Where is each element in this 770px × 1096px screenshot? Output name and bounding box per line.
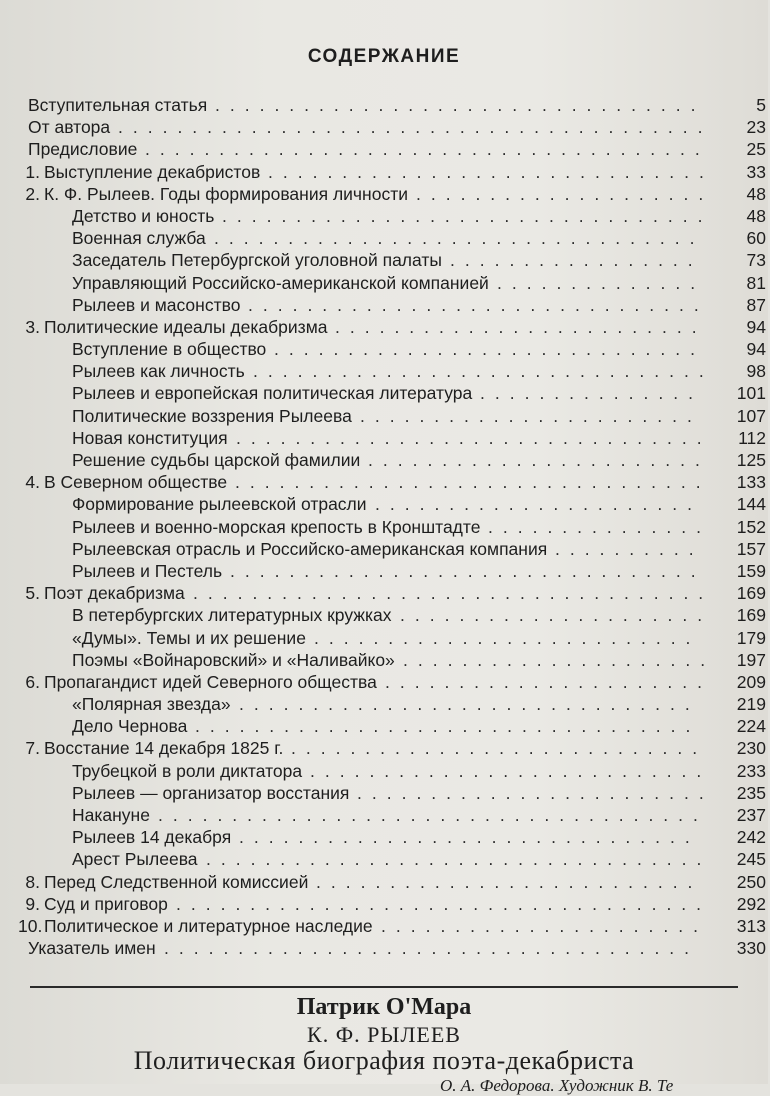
toc-entry-title: Формирование рылеевской отрасли — [72, 494, 367, 515]
toc-entry — [28, 649, 766, 671]
toc-entry — [28, 360, 766, 382]
toc-entry-page: 112 — [738, 427, 766, 448]
toc-entry-number: 2. — [25, 183, 40, 204]
toc-entry-page: 169 — [736, 583, 766, 604]
toc-entry-title: Рылеев и европейская политическая литература — [72, 383, 473, 404]
toc-entry-title: Политические воззрения Рылеева — [72, 405, 352, 426]
toc-entry-page: 25 — [746, 139, 766, 160]
toc-entry-page: 237 — [736, 805, 766, 825]
toc-entry-title: Восстание 14 декабря 1825 г. — [44, 738, 284, 759]
toc-entry-title: Политические идеалы декабризма — [44, 316, 328, 337]
toc-entry-title: К. Ф. Рылеев. Годы формирования личности — [44, 183, 408, 204]
toc-entry-title: Арест Рылеева — [72, 849, 198, 870]
toc-entry — [28, 338, 766, 360]
leader-dots: ..................... — [403, 649, 716, 670]
toc-entry-page: 219 — [736, 694, 766, 715]
toc-entry-page: 242 — [736, 827, 766, 848]
toc-entry-number: 4. — [25, 472, 40, 493]
toc-entry-page: 81 — [746, 272, 766, 293]
toc-entry-title: Новая конституция — [72, 427, 228, 448]
leader-dots: ............... — [480, 383, 703, 404]
toc-entry — [28, 493, 766, 515]
leader-dots: ................. — [450, 250, 703, 271]
toc-entry — [28, 227, 766, 249]
toc-entry-page: 125 — [736, 450, 766, 470]
toc-entry-title: Вступительная статья — [28, 95, 208, 115]
toc-entry-number: 7. — [25, 738, 40, 759]
toc-entry-title: Рылеев и Пестель — [72, 560, 223, 581]
toc-entry-page: 169 — [736, 605, 766, 626]
toc-entry — [25, 183, 766, 205]
toc-entry-title: Рылеев и масонство — [72, 294, 241, 315]
leader-dots: .................................... — [164, 938, 700, 959]
toc-entry-page: 330 — [736, 938, 766, 959]
toc-entry-title: Трубецкой в роли диктатора — [72, 760, 303, 781]
toc-entry — [28, 538, 766, 560]
toc-entry — [28, 560, 766, 582]
leader-dots: ................................... — [193, 583, 714, 604]
toc-entry-page: 230 — [736, 738, 766, 759]
toc-entry-page: 23 — [746, 117, 766, 138]
leader-dots: ..................... — [400, 605, 713, 626]
toc-entry-title: Рылеев и военно-морская крепость в Кронштадте — [72, 516, 481, 537]
toc-entry-title: Политическое и литературное наследие — [44, 915, 373, 936]
toc-entry-number: 3. — [25, 316, 40, 337]
toc-entry-page: 209 — [736, 671, 766, 692]
toc-entry-number: 10. — [18, 915, 43, 936]
toc-entry-page: 94 — [746, 316, 766, 337]
toc-entry — [28, 782, 766, 804]
leader-dots: ................................ — [230, 560, 706, 581]
toc-entry-title: Рылеевская отрасль и Российско-американская компания — [72, 538, 548, 559]
leader-dots: ........................................ — [118, 117, 713, 138]
toc-entry-title: От автора — [28, 117, 111, 138]
leader-dots: .......... — [555, 538, 704, 559]
toc-entry-title: «Полярная звезда» — [72, 694, 231, 715]
toc-entry-number: 9. — [25, 893, 40, 914]
toc-entry — [28, 826, 766, 848]
toc-entry-page: 245 — [736, 849, 766, 870]
toc-entry-page: 233 — [736, 760, 766, 781]
leader-dots: ................................. — [222, 205, 713, 226]
leader-dots: .............. — [497, 272, 706, 293]
page-title: СОДЕРЖАНИЕ — [307, 46, 461, 67]
leader-dots: ................................. — [215, 95, 706, 115]
credits-line: О. А. Федорова. Художник В. Те — [440, 1076, 674, 1095]
toc-entry-page: 101 — [736, 383, 766, 404]
toc-entry-title: Поэмы «Войнаровский» и «Наливайко» — [72, 649, 395, 670]
table-of-contents — [18, 94, 766, 959]
toc-entry — [25, 737, 766, 759]
leader-dots: ...................... — [375, 494, 702, 515]
toc-entry-title: Вступление в общество — [72, 339, 267, 360]
toc-entry-page: 179 — [736, 627, 766, 648]
toc-entry-page: 159 — [736, 560, 766, 581]
leader-dots: .................................... — [176, 893, 712, 914]
toc-entry — [25, 871, 766, 893]
leader-dots: .................................. — [195, 716, 701, 737]
toc-entry-title: Рылеев как личность — [72, 361, 245, 382]
leader-dots: ........................... — [310, 760, 712, 781]
toc-entry-page: 48 — [746, 183, 766, 204]
toc-entry-page: 133 — [736, 472, 766, 493]
leader-dots: ............................. — [274, 339, 705, 360]
toc-entry-title: Перед Следственной комиссией — [44, 871, 309, 892]
book-subtitle: Политическая биография поэта-декабриста — [133, 1046, 635, 1075]
toc-entry — [25, 893, 766, 915]
leader-dots: ........................ — [357, 782, 714, 803]
toc-entry-page: 33 — [746, 161, 766, 182]
toc-entry — [28, 427, 766, 449]
leader-dots: ...................... — [385, 671, 712, 692]
leader-dots: ......................... — [335, 316, 707, 337]
leader-dots: ............................... — [239, 827, 700, 848]
toc-entry-title: Указатель имен — [28, 938, 156, 959]
toc-entry-title: Военная служба — [72, 228, 206, 249]
leader-dots: ....................... — [368, 450, 710, 470]
toc-entry-page: 152 — [736, 516, 766, 537]
leader-dots: ...................... — [381, 915, 708, 936]
toc-entry — [28, 937, 766, 959]
toc-entry — [25, 671, 766, 693]
toc-entry-title: Детство и юность — [72, 205, 215, 226]
toc-entry-title: Дело Чернова — [72, 716, 188, 737]
toc-entry-title: В Северном обществе — [44, 472, 228, 493]
leader-dots: ............... — [488, 516, 711, 537]
toc-entry-title: Накануне — [72, 805, 150, 825]
leader-dots: ................................ — [236, 427, 712, 448]
toc-entry — [28, 693, 766, 715]
toc-entry — [28, 249, 766, 271]
toc-entry-title: Пропагандист идей Северного общества — [44, 671, 377, 692]
author-name: Патрик О'Мара — [296, 994, 472, 1020]
toc-entry-page: 157 — [736, 538, 766, 559]
toc-entry-page: 60 — [746, 228, 766, 249]
toc-entry — [25, 161, 766, 183]
leader-dots: ..................................... — [158, 805, 708, 825]
toc-entry — [25, 582, 766, 604]
leader-dots: ................................ — [235, 472, 711, 493]
toc-entry-page: 313 — [736, 915, 766, 936]
toc-entry — [28, 294, 766, 316]
toc-entry — [18, 915, 766, 937]
toc-entry — [25, 316, 766, 338]
toc-entry-page: 107 — [736, 405, 766, 426]
leader-dots: ............................... — [239, 694, 700, 715]
leader-dots: .......................... — [314, 627, 701, 648]
toc-entry-page: 5 — [756, 95, 766, 115]
toc-entry — [28, 760, 766, 782]
leader-dots: ................................. — [214, 228, 705, 249]
toc-entry — [25, 471, 766, 493]
leader-dots: .............................. — [268, 161, 714, 182]
toc-entry — [28, 116, 766, 138]
toc-entry-title: Решение судьбы царской фамилии — [72, 450, 361, 470]
toc-entry-page: 144 — [736, 494, 766, 515]
toc-entry-title: Предисловие — [28, 139, 138, 160]
toc-entry — [28, 405, 766, 427]
book-title: К. Ф. РЫЛЕЕВ — [307, 1022, 461, 1047]
toc-entry-title: Поэт декабризма — [44, 583, 185, 604]
toc-entry-number: 1. — [25, 161, 40, 182]
toc-entry-number: 5. — [25, 583, 40, 604]
divider — [30, 986, 738, 988]
toc-entry-title: Заседатель Петербургской уголовной палаты — [72, 250, 442, 271]
toc-entry-page: 94 — [746, 339, 766, 360]
toc-entry-number: 6. — [25, 671, 40, 692]
leader-dots: ............................ — [291, 738, 708, 759]
toc-entry-title: Выступление декабристов — [44, 161, 261, 182]
toc-entry-page: 197 — [736, 649, 766, 670]
toc-entry-page: 98 — [746, 361, 766, 382]
toc-entry — [28, 205, 766, 227]
toc-entry — [28, 848, 766, 870]
toc-entry — [28, 627, 766, 649]
toc-entry — [28, 604, 766, 626]
toc-entry-page: 250 — [736, 871, 766, 892]
toc-entry-title: Рылеев 14 декабря — [72, 827, 232, 848]
toc-entry-page: 87 — [746, 294, 766, 315]
toc-entry-number: 8. — [25, 871, 40, 892]
toc-entry — [28, 804, 766, 826]
leader-dots: ....................... — [360, 405, 702, 426]
leader-dots: ............................... — [253, 361, 714, 382]
toc-entry-page: 292 — [736, 893, 766, 914]
toc-entry-page: 224 — [736, 716, 766, 737]
toc-entry — [28, 94, 766, 116]
leader-dots: .................... — [416, 183, 714, 204]
toc-entry-title: В петербургских литературных кружках — [72, 605, 392, 626]
toc-entry — [28, 516, 766, 538]
toc-entry-page: 73 — [746, 250, 766, 271]
toc-entry — [28, 715, 766, 737]
toc-entry-title: Управляющий Российско-американской компанией — [72, 272, 489, 293]
leader-dots: ...................................... — [145, 139, 710, 160]
toc-entry-title: Рылеев — организатор восстания — [72, 782, 350, 803]
toc-entry-page: 235 — [736, 782, 766, 803]
toc-entry — [28, 272, 766, 294]
toc-entry-title: «Думы». Темы и их решение — [72, 627, 306, 648]
toc-entry — [28, 138, 766, 160]
toc-entry-title: Суд и приговор — [44, 893, 168, 914]
toc-entry — [28, 449, 766, 471]
toc-entry — [28, 382, 766, 404]
toc-entry-page: 48 — [746, 205, 766, 226]
leader-dots: ............................... — [248, 294, 709, 315]
leader-dots: .................................. — [206, 849, 712, 870]
leader-dots: .......................... — [316, 871, 703, 892]
